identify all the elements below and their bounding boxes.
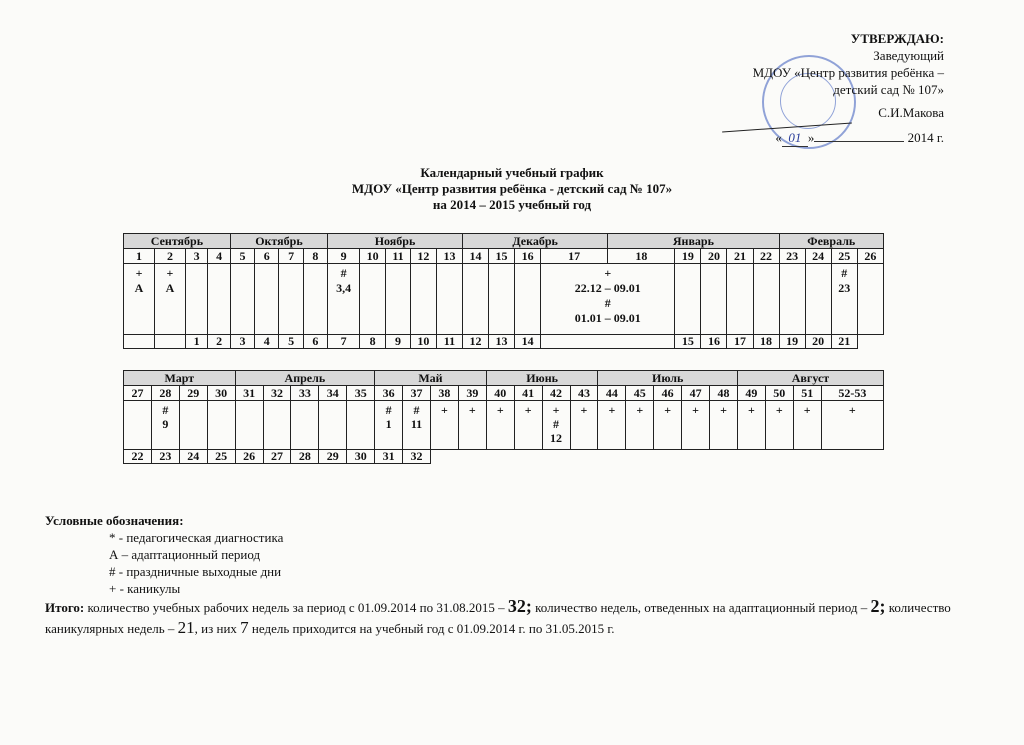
summary-text-4: , из них xyxy=(194,621,241,636)
approval-signer: С.И.Макова xyxy=(878,105,944,120)
mark-cell xyxy=(360,264,386,335)
title-line-3: на 2014 – 2015 учебный год xyxy=(432,197,592,212)
approval-date-year: 2014 г. xyxy=(907,130,944,145)
mark-symbol: + xyxy=(608,403,616,417)
week-cell: 45 xyxy=(626,386,654,401)
week-cell: 7 xyxy=(279,249,303,264)
week-cell: 16 xyxy=(515,249,541,264)
schedule-table-spring-summer xyxy=(123,370,884,464)
mark-cell xyxy=(291,401,319,450)
week-cell: 41 xyxy=(514,386,542,401)
study-week-cell: 14 xyxy=(515,335,541,349)
week-cell: 27 xyxy=(124,386,152,401)
study-week-cell: 26 xyxy=(235,450,263,464)
mark-cell xyxy=(235,401,263,450)
mark-cell xyxy=(701,264,727,335)
week-cell: 48 xyxy=(710,386,738,401)
study-week-cell: 16 xyxy=(701,335,727,349)
mark-cell xyxy=(598,401,626,450)
week-cell: 22 xyxy=(753,249,779,264)
mark-cell xyxy=(179,401,207,450)
mark-symbol: + xyxy=(135,266,143,280)
study-week-cell: 3 xyxy=(230,335,254,349)
mark-cell xyxy=(626,401,654,450)
week-cell: 4 xyxy=(208,249,230,264)
mark-symbol: # xyxy=(413,403,420,417)
week-cell: 13 xyxy=(436,249,462,264)
legend-heading: Условные обозначения: xyxy=(45,513,184,528)
week-cell: 42 xyxy=(542,386,570,401)
mark-label: А xyxy=(134,281,144,295)
study-week-cell: 5 xyxy=(279,335,303,349)
mark-label: 1 xyxy=(385,417,392,431)
mark-symbol: + xyxy=(747,403,755,417)
study-week-cell xyxy=(541,335,675,349)
week-cell: 51 xyxy=(793,386,821,401)
week-cell: 50 xyxy=(765,386,793,401)
week-number-row xyxy=(124,249,884,264)
legend-item-vacation: + - каникулы xyxy=(109,581,181,596)
week-cell: 23 xyxy=(779,249,805,264)
mark-cell xyxy=(151,401,179,450)
week-cell: 12 xyxy=(410,249,436,264)
study-week-cell xyxy=(154,335,185,349)
study-week-cell: 9 xyxy=(386,335,411,349)
mark-cell xyxy=(154,264,185,335)
month-cell: Июль xyxy=(598,371,738,386)
mark-cell xyxy=(375,401,403,450)
study-week-cell: 31 xyxy=(375,450,403,464)
mark-cell xyxy=(542,401,570,450)
marks-row xyxy=(124,264,884,335)
study-week-row xyxy=(124,335,884,349)
study-week-cell: 4 xyxy=(255,335,279,349)
week-cell: 25 xyxy=(831,249,857,264)
week-cell: 18 xyxy=(608,249,675,264)
study-week-cell: 13 xyxy=(489,335,515,349)
week-cell: 33 xyxy=(291,386,319,401)
study-week-cell: 7 xyxy=(328,335,360,349)
approval-block xyxy=(654,30,944,147)
legend xyxy=(45,512,283,597)
mark-label: 22.12 – 09.01 xyxy=(574,281,641,295)
month-cell: Сентябрь xyxy=(124,234,231,249)
week-cell: 36 xyxy=(375,386,403,401)
mark-cell xyxy=(386,264,411,335)
mark-symbol: + xyxy=(664,403,672,417)
month-cell: Май xyxy=(375,371,487,386)
week-cell: 31 xyxy=(235,386,263,401)
legend-item-adaptation: А – адаптационный период xyxy=(109,547,261,562)
study-week-cell: 1 xyxy=(185,335,207,349)
mark-cell xyxy=(805,264,831,335)
week-cell: 47 xyxy=(682,386,710,401)
mark-symbol: + xyxy=(848,403,856,417)
mark-symbol: # xyxy=(604,296,611,310)
approval-title: УТВЕРЖДАЮ: xyxy=(850,31,944,46)
mark-cell xyxy=(737,401,765,450)
week-cell: 43 xyxy=(570,386,598,401)
week-cell: 14 xyxy=(462,249,488,264)
mark-cell xyxy=(319,401,347,450)
mark-symbol: + xyxy=(552,403,560,417)
title-line-1: Календарный учебный график xyxy=(420,165,604,180)
summary-vacation-in-year: 7 xyxy=(240,618,249,637)
week-cell: 20 xyxy=(701,249,727,264)
week-cell: 35 xyxy=(347,386,375,401)
week-cell: 39 xyxy=(458,386,486,401)
study-week-cell: 10 xyxy=(410,335,436,349)
mark-label: 23 xyxy=(838,281,851,295)
mark-symbol: + xyxy=(636,403,644,417)
mark-cell xyxy=(514,401,542,450)
week-cell: 17 xyxy=(541,249,608,264)
mark-cell xyxy=(765,401,793,450)
legend-item-diagnostics: * - педагогическая диагностика xyxy=(109,530,284,545)
week-cell: 37 xyxy=(403,386,431,401)
approval-org-2: детский сад № 107» xyxy=(833,82,944,97)
mark-cell xyxy=(515,264,541,335)
month-cell: Декабрь xyxy=(462,234,607,249)
summary-label: Итого: xyxy=(45,600,85,615)
week-cell: 9 xyxy=(328,249,360,264)
mark-cell xyxy=(682,401,710,450)
summary-text-2: количество недель, отведенных на адаптационный период – xyxy=(531,600,871,615)
mark-symbol: + xyxy=(692,403,699,417)
week-cell: 28 xyxy=(151,386,179,401)
month-cell: Август xyxy=(737,371,883,386)
week-cell: 29 xyxy=(179,386,207,401)
approval-date: « 01 » 2014 г. xyxy=(775,130,944,145)
week-number-row xyxy=(124,386,884,401)
mark-symbol: # xyxy=(385,403,392,417)
study-week-cell: 27 xyxy=(263,450,291,464)
study-week-cell: 17 xyxy=(727,335,753,349)
mark-symbol: # xyxy=(553,417,560,431)
week-cell: 26 xyxy=(857,249,883,264)
week-cell: 2 xyxy=(154,249,185,264)
study-week-empty xyxy=(430,450,883,464)
mark-label: 9 xyxy=(162,417,169,431)
mark-cell xyxy=(727,264,753,335)
mark-cell xyxy=(570,401,598,450)
study-week-cell: 18 xyxy=(753,335,779,349)
mark-cell xyxy=(430,401,458,450)
study-week-cell: 20 xyxy=(805,335,831,349)
mark-cell xyxy=(207,401,235,450)
week-cell: 21 xyxy=(727,249,753,264)
mark-symbol: + xyxy=(468,403,476,417)
approval-position: Заведующий xyxy=(873,48,944,63)
mark-label: А xyxy=(165,281,175,295)
study-week-cell: 29 xyxy=(319,450,347,464)
mark-cell xyxy=(255,264,279,335)
week-cell: 32 xyxy=(263,386,291,401)
mark-symbol: + xyxy=(524,403,532,417)
week-cell: 46 xyxy=(654,386,682,401)
mark-label: 3,4 xyxy=(336,281,352,295)
week-cell: 5 xyxy=(230,249,254,264)
week-cell: 3 xyxy=(185,249,207,264)
week-cell: 52-53 xyxy=(821,386,883,401)
mark-cell xyxy=(279,264,303,335)
week-cell: 1 xyxy=(124,249,155,264)
summary-text-3: количество каникулярных недель – xyxy=(45,600,951,636)
study-week-cell: 6 xyxy=(303,335,327,349)
mark-cell xyxy=(462,264,488,335)
study-week-cell xyxy=(124,335,155,349)
mark-cell xyxy=(821,401,883,450)
mark-symbol: + xyxy=(604,266,612,280)
week-cell: 24 xyxy=(805,249,831,264)
month-cell: Январь xyxy=(608,234,779,249)
summary-study-weeks: 32; xyxy=(507,596,532,616)
mark-cell xyxy=(857,264,883,335)
week-cell: 30 xyxy=(207,386,235,401)
study-week-cell: 28 xyxy=(291,450,319,464)
month-cell: Февраль xyxy=(779,234,883,249)
week-cell: 11 xyxy=(386,249,411,264)
mark-cell xyxy=(208,264,230,335)
summary-vacation-weeks: 21 xyxy=(177,618,195,637)
study-week-cell: 11 xyxy=(436,335,462,349)
week-cell: 15 xyxy=(489,249,515,264)
mark-cell xyxy=(486,401,514,450)
mark-symbol: # xyxy=(340,266,347,280)
study-week-cell: 32 xyxy=(403,450,431,464)
mark-symbol: + xyxy=(803,403,811,417)
month-cell: Июнь xyxy=(486,371,598,386)
mark-cell xyxy=(328,264,360,335)
week-cell: 38 xyxy=(430,386,458,401)
marks-row xyxy=(124,401,884,450)
legend-item-holidays: # - праздничные выходные дни xyxy=(109,564,282,579)
mark-cell xyxy=(124,264,155,335)
mark-label: 11 xyxy=(410,417,423,431)
mark-symbol: + xyxy=(580,403,588,417)
mark-cell xyxy=(710,401,738,450)
week-cell: 44 xyxy=(598,386,626,401)
study-week-cell: 8 xyxy=(360,335,386,349)
month-cell: Март xyxy=(124,371,236,386)
mark-label: 12 xyxy=(550,431,563,445)
approval-org: МДОУ «Центр развития ребёнка – xyxy=(752,65,944,80)
title-line-2: МДОУ «Центр развития ребёнка - детский сад № 107» xyxy=(351,181,673,196)
mark-cell xyxy=(185,264,207,335)
approval-date-day: 01 xyxy=(782,129,808,147)
mark-cell xyxy=(458,401,486,450)
mark-cell xyxy=(230,264,254,335)
study-week-cell: 2 xyxy=(208,335,230,349)
mark-cell-holiday-span xyxy=(541,264,675,335)
mark-cell xyxy=(753,264,779,335)
mark-cell xyxy=(831,264,857,335)
study-week-cell: 24 xyxy=(179,450,207,464)
mark-cell xyxy=(124,401,152,450)
mark-symbol: + xyxy=(720,403,727,417)
schedule-table-autumn-winter xyxy=(123,233,884,349)
study-week-cell: 19 xyxy=(779,335,805,349)
study-week-cell: 23 xyxy=(151,450,179,464)
study-week-cell: 30 xyxy=(347,450,375,464)
summary xyxy=(45,596,985,639)
week-cell: 40 xyxy=(486,386,514,401)
mark-label: 01.01 – 09.01 xyxy=(574,311,641,325)
week-cell: 19 xyxy=(675,249,701,264)
week-cell: 6 xyxy=(255,249,279,264)
mark-symbol: # xyxy=(162,403,169,417)
study-week-cell: 22 xyxy=(124,450,152,464)
month-header-row xyxy=(124,371,884,386)
study-week-cell: 25 xyxy=(207,450,235,464)
legend-items xyxy=(109,529,283,597)
summary-text-5: недель приходится на учебный год с 01.09.2014 г. по 31.05.2015 г. xyxy=(248,621,615,636)
week-cell: 10 xyxy=(360,249,386,264)
study-week-cell: 12 xyxy=(462,335,488,349)
mark-cell xyxy=(347,401,375,450)
mark-cell xyxy=(489,264,515,335)
mark-cell xyxy=(303,264,327,335)
mark-symbol: + xyxy=(166,266,174,280)
mark-symbol: # xyxy=(841,266,848,280)
study-week-cell: 15 xyxy=(675,335,701,349)
approval-date-month-blank xyxy=(814,141,904,142)
mark-cell xyxy=(403,401,431,450)
mark-cell xyxy=(675,264,701,335)
month-cell: Октябрь xyxy=(230,234,327,249)
week-cell: 34 xyxy=(319,386,347,401)
month-header-row xyxy=(124,234,884,249)
mark-cell xyxy=(263,401,291,450)
summary-adaptation-weeks: 2; xyxy=(870,596,886,616)
document-title xyxy=(0,165,1024,213)
mark-cell xyxy=(410,264,436,335)
month-cell: Ноябрь xyxy=(328,234,463,249)
week-cell: 8 xyxy=(303,249,327,264)
summary-text-1: количество учебных рабочих недель за период с 01.09.2014 по 31.08.2015 – xyxy=(84,600,508,615)
mark-cell xyxy=(779,264,805,335)
mark-cell xyxy=(793,401,821,450)
mark-symbol: + xyxy=(496,403,504,417)
study-week-row xyxy=(124,450,884,464)
week-cell: 49 xyxy=(737,386,765,401)
mark-cell xyxy=(436,264,462,335)
mark-cell xyxy=(654,401,682,450)
mark-symbol: + xyxy=(775,403,783,417)
study-week-cell: 21 xyxy=(831,335,857,349)
month-cell: Апрель xyxy=(235,371,375,386)
mark-symbol: + xyxy=(441,403,448,417)
